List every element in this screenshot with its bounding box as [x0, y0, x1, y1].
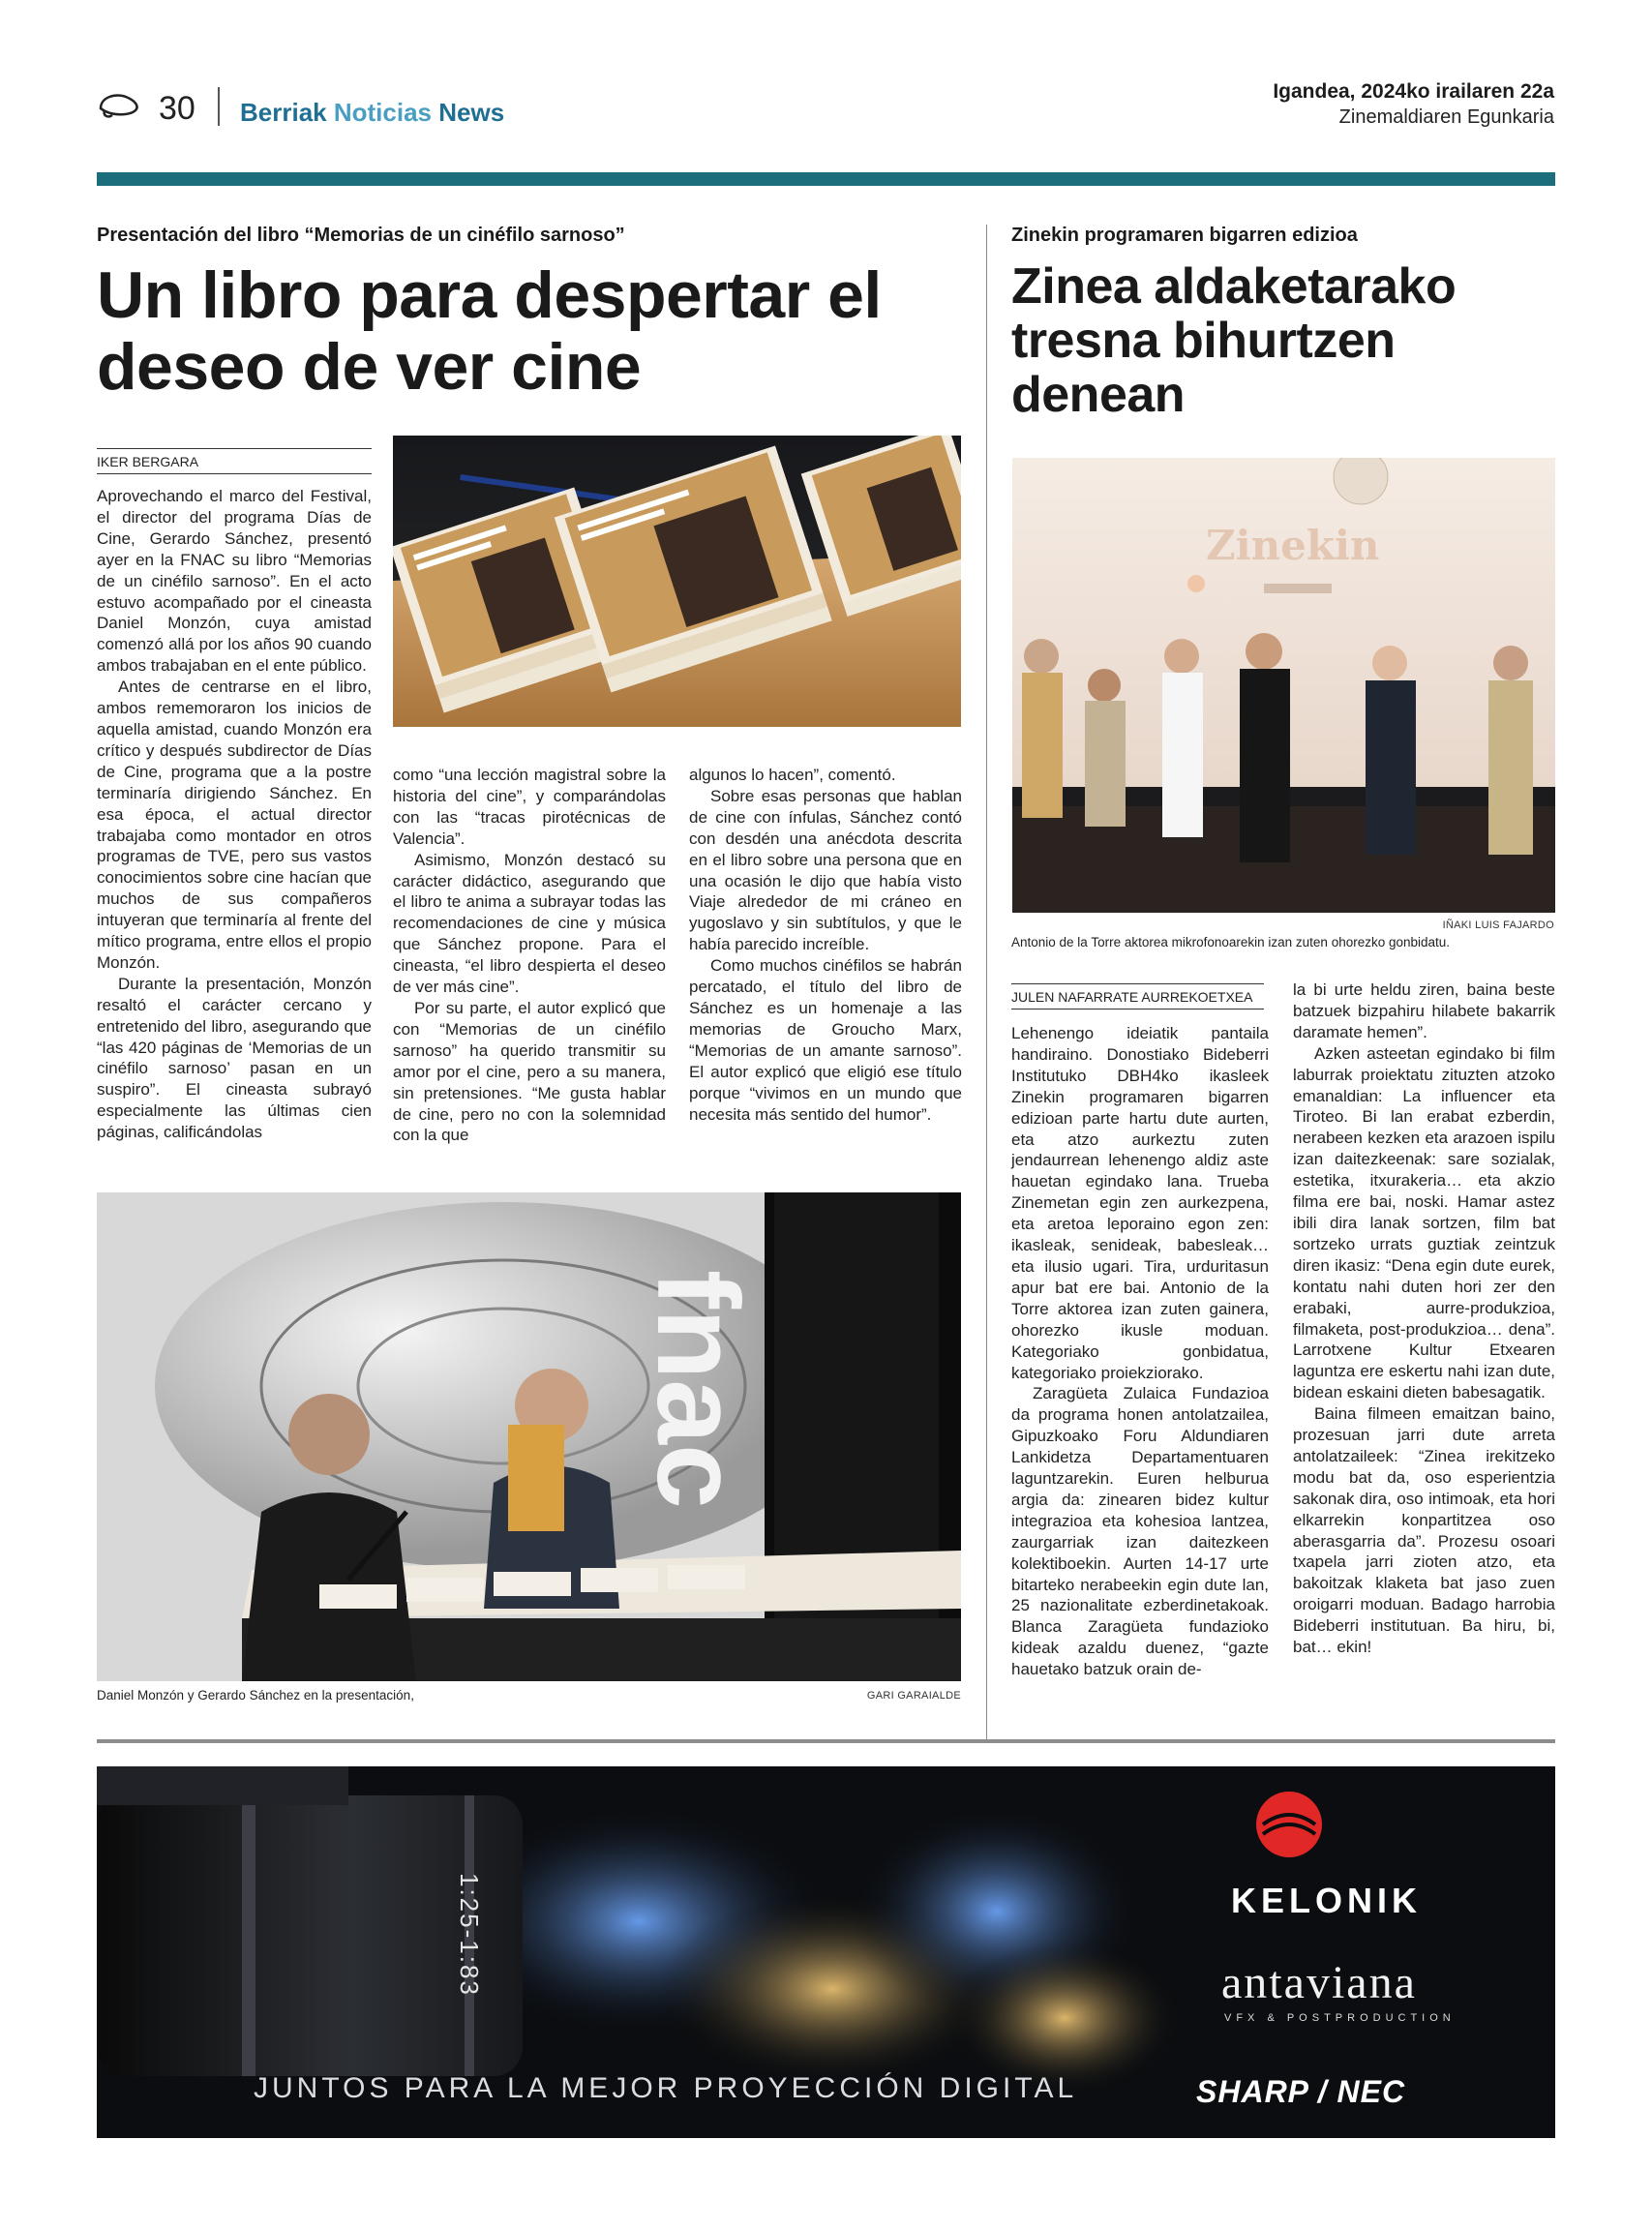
article2-col1-paragraph: Lehenengo ideiatik pantaila handiraino. Donostiako Bideberri Institutuko DBH4ko ikasleek Zinekin programaren bigarren edizioan parte hartu dute aurten, eta atzo aurkeztu zuten jendaurrean lehenengo aldiz aste hauetan egindako lana. Trueba Zinemetan egin zen aurkezpena, eta aretoa leporaino egon zen: ikasleak, senideak, babesleak… eta ilusio ugari. Tira, urduritasun apur bat ere bai. Antonio de la Torre aktorea izan zuten gainera, ohorezko ikusle moduan. Kategoriako gonbidatua, kategoriako proiekziorako.	[1011, 1024, 1269, 1382]
article2-col2-paragraph: la bi urte heldu ziren, baina beste batzuek bizpahiru hilabete bakarrik daramate hemen”.	[1293, 980, 1555, 1041]
ad-separator	[97, 1739, 1555, 1743]
article1-col1-paragraph: Durante la presentación, Monzón resaltó el carácter cercano y entretenido del libro, asegurando que “las 420 páginas de ‘Memorias de un cinéfilo sarnoso’ pasan en un suspiro”. El cineasta subrayó especialmente las últimas cien páginas, calificándolas	[97, 974, 372, 1142]
zinekin-photo	[1012, 458, 1555, 913]
advertisement[interactable]	[97, 1766, 1555, 2138]
header-divider	[218, 87, 220, 126]
section-name	[240, 97, 504, 128]
presentation-photo-credit: GARI GARAIALDE	[866, 1690, 961, 1702]
article1-col3-paragraph: Sobre esas personas que hablan de cine con ínfulas, Sánchez contó con desdén una anécdota descrita en el libro sobre una persona que en una ocasión le dijo que había visto Viaje alrededor de mi cráneo en yugoslavo y sin subtítulos, y que le había parecido increíble.	[689, 786, 962, 954]
article1-column-3	[689, 765, 962, 1125]
publication-name: Zinemaldiaren Egunkaria	[1338, 106, 1554, 128]
article1-headline: Un libro para despertar el deseo de ver cine	[97, 258, 882, 404]
section-name-part3: News	[438, 98, 505, 127]
article2-col2-paragraph: Baina filmeen emaitzan baino, prozesuan jarri dute arreta antolatzaileek: “Zinea irekitzeko modu bat da, oso esperientzia sakonak dira, oso intimoak, eta hori elkarrekin konpartitzea oso aberasgarria da”. Prozesu osoari txapela jarri zioten atzo, eta bakoitzak klaketa bat jaso zuen oroigarri moduan. Badago harrobia Bideberri institutuan. Ba hiru, bi, bat… ekin!	[1293, 1404, 1555, 1657]
presentation-photo-caption: Daniel Monzón y Gerardo Sánchez en la presentación,	[97, 1688, 414, 1703]
article1-col1-paragraph: Antes de centrarse en el libro, ambos rememoraron los inicios de aquella amistad, cuando Monzón era crítico y después subdirector de Días de Cine, programa que a la postre terminaría dirigiendo Sánchez. En esa época, el actual director trabajaba como montador en otros programas de TVE, pero sus vastos conocimientos sobre cine hacían que muchos de sus compañeros intuyeran que terminaría al frente del mítico programa, entre ellos el propio Monzón.	[97, 678, 372, 972]
ad-slogan: JUNTOS PARA LA MEJOR PROYECCIÓN DIGITAL	[254, 2072, 1078, 2104]
article2-byline: JULEN NAFARRATE AURREKOETXEA	[1011, 983, 1264, 1010]
books-photo	[393, 436, 961, 727]
zinekin-photo-caption: Antonio de la Torre aktorea mikrofonoarekin izan zuten ohorezko gonbidatu.	[1011, 935, 1451, 949]
article2-col2-paragraph: Azken asteetan egindako bi film laburrak proiektatu zituzten atzoko emanaldian: La influencer eta Tiroteo. Bi lan erabat ezberdin, nerabeen kezken eta arazoen ispilu izan daitezkeenak: sare sozialak, estetika, itxurakeria… eta akzio filma ere bai, noski. Hamar astez ibili dira lanak sortzen, film bat sortzeko urrats guztiak zeintzuk diren ikasiz: “Dena egin dute eurek, kontatu nahi duten hori zer den erabaki, aurre-produkzioa, filmaketa, post-produkzioa… dena”. Larrotxene Kultur Etxearen laguntza ere eskertu nahi izan dute, bidean eskaini dieten babesagatik.	[1293, 1043, 1555, 1402]
article2-headline: Zinea aldaketarako tresna bihurtzen denean	[1011, 258, 1457, 423]
article2-column-1	[1011, 1023, 1269, 1680]
article1-byline: IKER BERGARA	[97, 448, 372, 474]
header-accent-bar	[97, 172, 1555, 186]
article2-kicker: Zinekin programaren bigarren edizioa	[1011, 225, 1358, 246]
berriak-logo-icon	[97, 91, 141, 120]
antaviana-tagline: VFX & POSTPRODUCTION	[1224, 2012, 1456, 2024]
zinekin-photo-credit: IÑAKI LUIS FAJARDO	[1442, 919, 1554, 931]
page-number: 30	[159, 90, 195, 127]
fnac-sign: fnac	[633, 1270, 763, 1509]
antaviana-logo: antaviana	[1221, 1957, 1417, 2008]
sharp-nec-logo: SHARP / NEC	[1196, 2074, 1406, 2109]
article1-column-2	[393, 765, 666, 1146]
article1-col3-paragraph: Como muchos cinéfilos se habrán percatado, el título del libro de Sánchez es un homenaje a las memorias de Groucho Marx, “Memorias de un amante sarnoso”. El autor explicó que eligió ese título porque “vivimos en un mundo que necesita más sentido del humor”.	[689, 956, 962, 1124]
zinekin-screen-text: Zinekin	[1206, 522, 1380, 569]
article2-col1-paragraph: Zaragüeta Zulaica Fundazioa da programa honen antolatzailea, Gipuzkoako Foru Aldundiaren Lankidetza Departamentuaren laguntzarekin. Euren helburua argia da: zinearen bidez kultur integrazioa eta kohesioa lantzea, zaurgarriak izan daitezkeen kolektiboekin. Aurten 14-17 urte bitarteko nerabeekin egin dute lan, 25 nazionalitate ezberdinetakoak. Blanca Zaragüeta fundazioko kideak azaldu duenez, “gazte hauetako batzuk orain de-	[1011, 1384, 1269, 1679]
section-name-part1: Berriak	[240, 98, 327, 127]
article1-col2-paragraph: Asimismo, Monzón destacó su carácter didáctico, asegurando que el libro te anima a subrayar todas las recomendaciones de cine y música que Sánchez propone. Para el cineasta, “el libro despierta el deseo de ver más cine”.	[393, 850, 666, 997]
kelonik-logo: KELONIK	[1231, 1881, 1422, 1920]
column-divider	[986, 225, 987, 1739]
article1-col2-paragraph: Por su parte, el autor explicó que con “Memorias de un cinéfilo sarnoso” ha querido transmitir su amor por el cine, pero a su manera, sin pretensiones. “Me gusta hablar de cine, pero no con la solemnidad con la que	[393, 998, 666, 1145]
presentation-photo	[97, 1192, 961, 1681]
lens-marking: 1:25-1:83	[455, 1873, 484, 1997]
article2-column-2	[1293, 979, 1555, 1658]
article1-col1-paragraph: Aprovechando el marco del Festival, el director del programa Días de Cine, Gerardo Sánchez, presentó ayer en la FNAC su libro “Memorias de un cinéfilo sarnoso”. En el acto estuvo acompañado por el cineasta Daniel Monzón, cuya amistad comenzó allá por los años 90 cuando ambos trabajaban en el ente público.	[97, 487, 372, 676]
issue-date: Igandea, 2024ko irailaren 22a	[1273, 80, 1554, 103]
article1-col3-paragraph: algunos lo hacen”, comentó.	[689, 766, 896, 784]
section-name-part2: Noticias	[333, 98, 433, 127]
article1-column-1	[97, 486, 372, 1143]
article1-kicker: Presentación del libro “Memorias de un cinéfilo sarnoso”	[97, 225, 625, 246]
article1-col2-paragraph: como “una lección magistral sobre la historia del cine”, y comparándolas con las “tracas pirotécnicas de Valencia”.	[393, 766, 666, 848]
